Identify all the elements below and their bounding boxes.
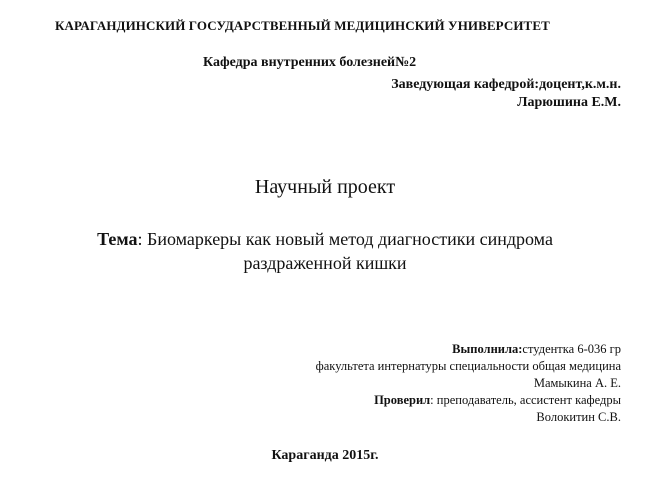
topic-label: Тема — [97, 229, 138, 249]
checked-position: : преподаватель, ассистент кафедры — [430, 393, 621, 407]
department-head-name: Ларюшина Е.М. — [517, 95, 621, 110]
performed-by — [452, 343, 621, 356]
checked-name: Волокитин С.В. — [536, 410, 621, 424]
performed-faculty: факультета интернатуры специальности общая медицина — [315, 359, 621, 373]
topic-text-1: : Биомаркеры как новый метод диагностики синдрома — [137, 229, 553, 249]
performed-name: Мамыкина А. Е. — [533, 376, 621, 390]
topic-line-1 — [0, 230, 650, 248]
university-name: КАРАГАНДИНСКИЙ ГОСУДАРСТВЕННЫЙ МЕДИЦИНСКИЙ УНИВЕРСИТЕТ — [55, 18, 550, 33]
city-year: Караганда 2015г. — [271, 448, 379, 463]
department-name: Кафедра внутренних болезней№2 — [203, 55, 417, 70]
project-title: Научный проект — [254, 176, 396, 198]
topic-line-2: раздраженной кишки — [243, 253, 407, 273]
performed-label: Выполнила: — [452, 342, 523, 356]
checked-label: Проверил — [374, 393, 431, 407]
checked-by — [374, 394, 621, 407]
department-head-title: Заведующая кафедрой:доцент,к.м.н. — [391, 77, 621, 92]
performed-student: студентка 6-036 гр — [522, 342, 621, 356]
